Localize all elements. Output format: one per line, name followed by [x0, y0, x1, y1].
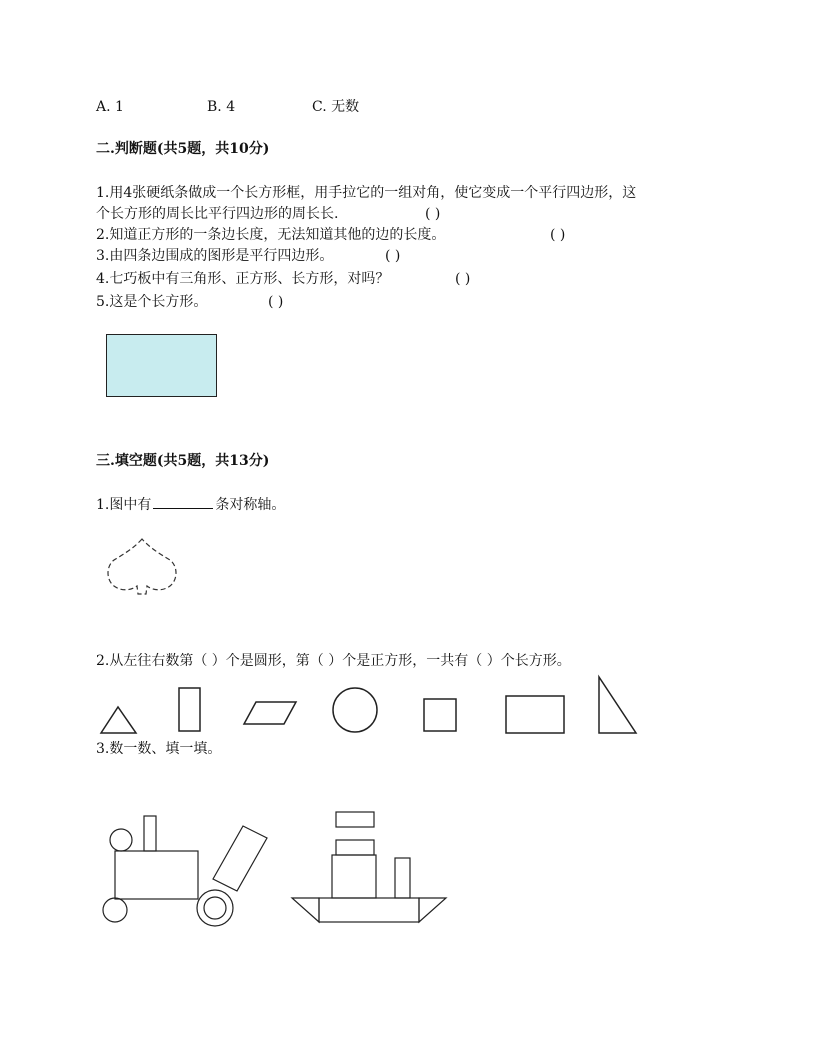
choice-a: A. 1	[96, 99, 124, 115]
s3-q1-pre: 1.图中有	[96, 497, 152, 513]
shape-circle	[333, 688, 377, 732]
shape-wide-rectangle	[506, 696, 564, 733]
s2-q3: 3.由四条边围成的图形是平行四边形。	[96, 248, 334, 264]
s2-q3-paren: ( )	[385, 248, 401, 264]
section3-title: 三.填空题(共5题，共13分)	[96, 453, 270, 469]
boat-top-rect	[336, 812, 374, 827]
tractor-top-circle	[110, 829, 132, 851]
tractor-body	[115, 851, 198, 899]
s3-q1-post: 条对称轴。	[215, 497, 286, 513]
section2-title: 二.判断题(共5题，共10分)	[96, 141, 270, 157]
shape-square	[424, 699, 456, 731]
shape-right-triangle	[599, 677, 636, 733]
boat-hull	[319, 898, 419, 922]
boat-mast	[395, 858, 410, 898]
s2-q4: 4.七巧板中有三角形、正方形、长方形，对吗？	[96, 271, 390, 287]
s2-q2: 2.知道正方形的一条边长度，无法知道其他的边的长度。	[96, 227, 446, 243]
s2-q2-paren: ( )	[550, 227, 566, 243]
shape-triangle	[101, 707, 136, 733]
spade-shape	[104, 536, 184, 606]
boat-mid-rect	[336, 840, 374, 855]
shape-tall-rectangle	[179, 688, 200, 731]
s2-q1-paren: ( )	[425, 206, 441, 222]
shapes-row	[96, 674, 656, 744]
choice-b: B. 4	[207, 99, 236, 115]
s2-q1-line1: 1.用4张硬纸条做成一个长方形框，用手拉它的一组对角，使它变成一个平行四边形，这	[96, 185, 637, 201]
s3-q2: 2.从左往右数第（ ）个是圆形，第（ ）个是正方形，一共有（ ）个长方形。	[96, 653, 571, 669]
boat-figure	[290, 810, 460, 925]
s2-q5-paren: ( )	[268, 294, 284, 310]
tractor-big-wheel-outer	[197, 890, 233, 926]
s2-q4-paren: ( )	[455, 271, 471, 287]
tractor-small-wheel	[103, 898, 127, 922]
s3-q1-blank	[153, 496, 213, 509]
s2-q1-line2: 个长方形的周长比平行四边形的周长长.	[96, 206, 339, 222]
boat-hull-right	[419, 898, 446, 922]
boat-cabin	[332, 855, 376, 898]
s2-q5: 5.这是个长方形。	[96, 294, 208, 310]
tractor-big-wheel-inner	[204, 897, 226, 919]
s3-q3: 3.数一数、填一填。	[96, 741, 222, 757]
s2-q5-rectangle	[106, 334, 217, 397]
tractor-arm	[213, 826, 267, 891]
boat-hull-left	[292, 898, 319, 922]
s3-q1	[96, 496, 285, 514]
shape-parallelogram	[244, 702, 296, 724]
tractor-figure	[100, 814, 280, 929]
choice-c: C. 无数	[312, 99, 360, 115]
tractor-chimney	[144, 816, 156, 851]
